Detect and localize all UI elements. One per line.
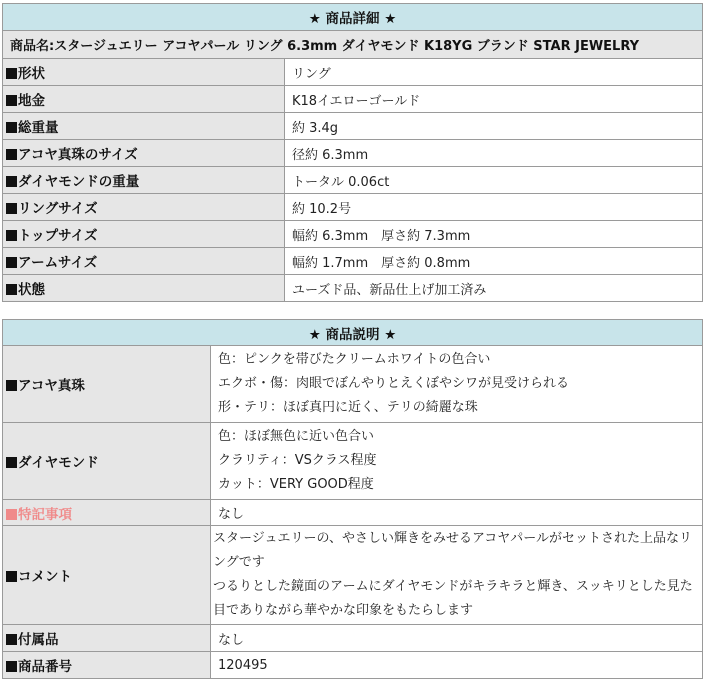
- detail-label: 地金: [18, 93, 45, 109]
- bullet-square-icon: [6, 95, 17, 106]
- detail-row-pearl-size: [3, 140, 703, 167]
- detail-label: アームサイズ: [18, 255, 98, 271]
- diamond-cut-line: カット：VERY GOOD程度: [218, 477, 374, 492]
- desc-label: 商品番号: [18, 659, 72, 675]
- comment-paragraph-2: つるりとした鏡面のアームにダイヤモンドがキラキラと輝き、スッキリとした見た目でありながら華やかな印象をもたらします: [213, 579, 693, 618]
- pearl-shape-line: 形・テリ：ほぼ真円に近く、テリの綺麗な珠: [218, 400, 478, 415]
- bullet-square-icon: [6, 230, 17, 241]
- comment-paragraph-1: スタージュエリーの、やさしい輝きをみせるアコヤパールがセットされた上品なリングです: [213, 531, 693, 570]
- bullet-square-icon: [6, 68, 17, 79]
- desc-label-highlight: 特記事項: [18, 506, 72, 523]
- detail-label: 状態: [18, 282, 45, 298]
- desc-row-notes: [3, 500, 703, 526]
- product-number-value: 120495: [211, 652, 703, 679]
- bullet-square-icon: [6, 149, 17, 160]
- detail-value: 径約 6.3mm: [285, 140, 703, 167]
- detail-value: トータル 0.06ct: [285, 167, 703, 194]
- detail-row-total-weight: [3, 113, 703, 140]
- desc-row-diamond: [3, 423, 703, 500]
- product-description-table: [2, 319, 703, 679]
- bullet-square-icon: [6, 380, 17, 391]
- details-header: ★ 商品詳細 ★: [3, 4, 703, 31]
- detail-label: ダイヤモンドの重量: [18, 174, 140, 190]
- description-header: ★ 商品説明 ★: [3, 320, 703, 346]
- desc-label: コメント: [18, 569, 72, 585]
- detail-row-ring-size: [3, 194, 703, 221]
- bullet-square-icon: [6, 634, 17, 645]
- pearl-blemish-line: エクボ・傷：肉眼でぼんやりとえくぼやシワが見受けられる: [218, 376, 570, 391]
- detail-value: 約 10.2号: [285, 194, 703, 221]
- bullet-square-icon: [6, 457, 17, 468]
- detail-value: K18イエローゴールド: [285, 86, 703, 113]
- bullet-square-icon: [6, 661, 17, 672]
- detail-label: アコヤ真珠のサイズ: [18, 147, 138, 163]
- pearl-color-line: 色：ピンクを帯びたクリームホワイトの色合い: [218, 352, 491, 367]
- detail-value: 約 3.4g: [285, 113, 703, 140]
- detail-value: 幅約 6.3mm 厚さ約 7.3mm: [285, 221, 703, 248]
- diamond-color-line: 色：ほぼ無色に近い色合い: [218, 429, 375, 444]
- detail-label: 総重量: [18, 120, 59, 136]
- detail-row-top-size: [3, 221, 703, 248]
- desc-row-comment: [3, 526, 703, 625]
- detail-row-arm-size: [3, 248, 703, 275]
- detail-value: 幅約 1.7mm 厚さ約 0.8mm: [285, 248, 703, 275]
- detail-label: トップサイズ: [18, 228, 98, 244]
- detail-label: リングサイズ: [18, 201, 98, 217]
- bullet-square-icon: [6, 176, 17, 187]
- bullet-square-icon: [6, 203, 17, 214]
- detail-row-diamond-weight: [3, 167, 703, 194]
- accessories-value: なし: [211, 625, 703, 652]
- desc-label: ダイヤモンド: [18, 455, 99, 471]
- product-details-table: [2, 3, 703, 302]
- notes-value: なし: [211, 500, 703, 526]
- detail-label: 形状: [18, 66, 45, 82]
- detail-value: リング: [285, 59, 703, 86]
- desc-label: 付属品: [18, 632, 59, 648]
- bullet-square-icon: [6, 571, 17, 582]
- bullet-square-icon: [6, 257, 17, 268]
- bullet-square-icon: [6, 284, 17, 295]
- bullet-square-icon: [6, 122, 17, 133]
- desc-label: アコヤ真珠: [18, 378, 85, 394]
- detail-value: ユーズド品、新品仕上げ加工済み: [285, 275, 703, 302]
- desc-row-product-number: [3, 652, 703, 679]
- detail-row-condition: [3, 275, 703, 302]
- bullet-square-icon: [6, 509, 17, 520]
- diamond-clarity-line: クラリティ：VSクラス程度: [218, 453, 377, 468]
- detail-row-shape: [3, 59, 703, 86]
- desc-row-pearl: [3, 346, 703, 423]
- detail-row-metal: [3, 86, 703, 113]
- desc-row-accessories: [3, 625, 703, 652]
- product-name: 商品名:スタージュエリー アコヤパール リング 6.3mm ダイヤモンド K18YG ブランド STAR JEWELRY: [3, 31, 703, 59]
